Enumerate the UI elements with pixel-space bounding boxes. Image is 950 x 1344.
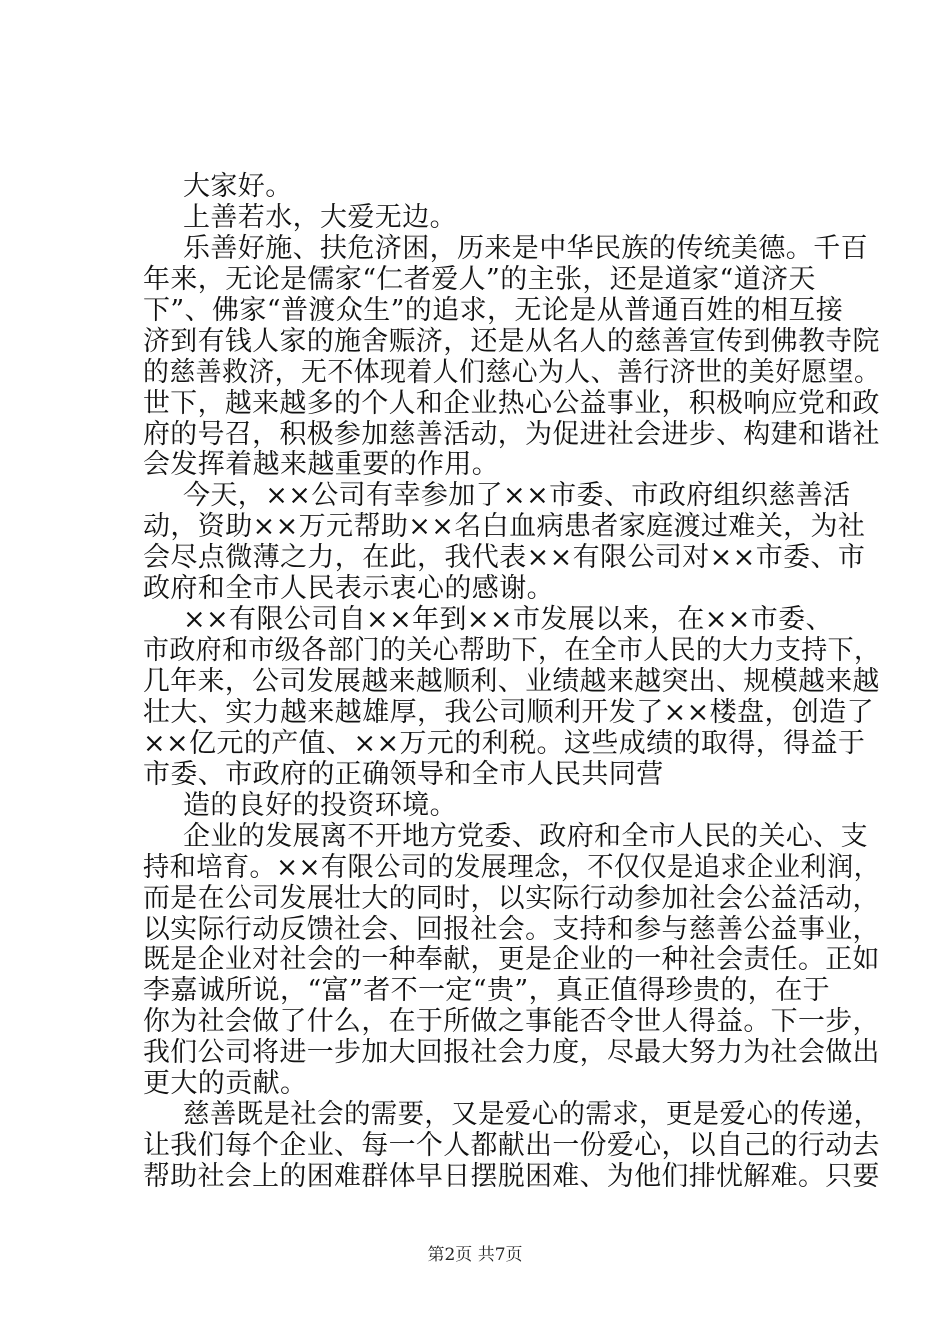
- text-line: 持和培育。××有限公司的发展理念，不仅仅是追求企业利润，: [143, 852, 881, 883]
- text-line: 我们公司将进一步加大回报社会力度，尽最大努力为社会做出: [143, 1037, 880, 1068]
- text-line: 而是在公司发展壮大的同时，以实际行动参加社会公益活动，: [143, 883, 880, 914]
- text-line: 市委、市政府的正确领导和全市人民共同营: [143, 759, 664, 790]
- text-line: 今天，××公司有幸参加了××市委、市政府组织慈善活: [183, 480, 851, 511]
- text-line: 济到有钱人家的施舍赈济，还是从名人的慈善宣传到佛教寺院: [143, 326, 880, 357]
- text-line: ××亿元的产值、××万元的利税。这些成绩的取得，得益于: [143, 728, 866, 759]
- text-line: 企业的发展离不开地方党委、政府和全市人民的关心、支: [183, 821, 868, 852]
- text-line: 年来，无论是儒家“仁者爱人”的主张，还是道家“道济天: [143, 264, 816, 295]
- text-line: 上善若水，大爱无边。: [183, 202, 457, 233]
- text-line: 乐善好施、扶危济困，历来是中华民族的传统美德。千百: [183, 233, 868, 264]
- text-line: 的慈善救济，无不体现着人们慈心为人、善行济世的美好愿望。: [143, 357, 881, 388]
- text-line: 动，资助××万元帮助××名白血病患者家庭渡过难关，为社: [143, 511, 866, 542]
- text-line: 府的号召，积极参加慈善活动，为促进社会进步、构建和谐社: [143, 419, 880, 450]
- text-line: 造的良好的投资环境。: [183, 790, 457, 821]
- text-line: 会发挥着越来越重要的作用。: [143, 449, 500, 480]
- text-line: 几年来，公司发展越来越顺利、业绩越来越突出、规模越来越: [143, 666, 880, 697]
- text-line: 壮大、实力越来越雄厚，我公司顺利开发了××楼盘，创造了: [143, 697, 875, 728]
- text-line: 大家好。: [183, 171, 293, 202]
- text-line: 世下，越来越多的个人和企业热心公益事业，积极响应党和政: [143, 388, 880, 419]
- text-line: 更大的贡献。: [143, 1068, 308, 1099]
- page-number-footer: 第2页 共7页: [427, 1245, 523, 1265]
- text-line: 政府和全市人民表示衷心的感谢。: [143, 573, 554, 604]
- text-line: 下”、佛家“普渡众生”的追求，无论是从普通百姓的相互接: [143, 295, 844, 326]
- text-line: 既是企业对社会的一种奉献，更是企业的一种社会责任。正如: [143, 944, 880, 975]
- text-line: 市政府和市级各部门的关心帮助下，在全市人民的大力支持下，: [143, 635, 881, 666]
- text-line: 帮助社会上的困难群体早日摆脱困难、为他们排忧解难。只要: [143, 1161, 880, 1192]
- text-line: 让我们每个企业、每一个人都献出一份爱心，以自己的行动去: [143, 1130, 880, 1161]
- text-line: 你为社会做了什么，在于所做之事能否令世人得益。下一步，: [143, 1006, 880, 1037]
- text-line: 会尽点微薄之力，在此，我代表××有限公司对××市委、市: [143, 542, 866, 573]
- text-line: 以实际行动反馈社会、回报社会。支持和参与慈善公益事业，: [143, 914, 880, 945]
- text-line: 慈善既是社会的需要，又是爱心的需求，更是爱心的传递，: [183, 1099, 881, 1130]
- text-line: 李嘉诚所说，“富”者不一定“贵”，真正值得珍贵的，在于: [143, 975, 831, 1006]
- text-line: ××有限公司自××年到××市发展以来，在××市委、: [183, 604, 833, 635]
